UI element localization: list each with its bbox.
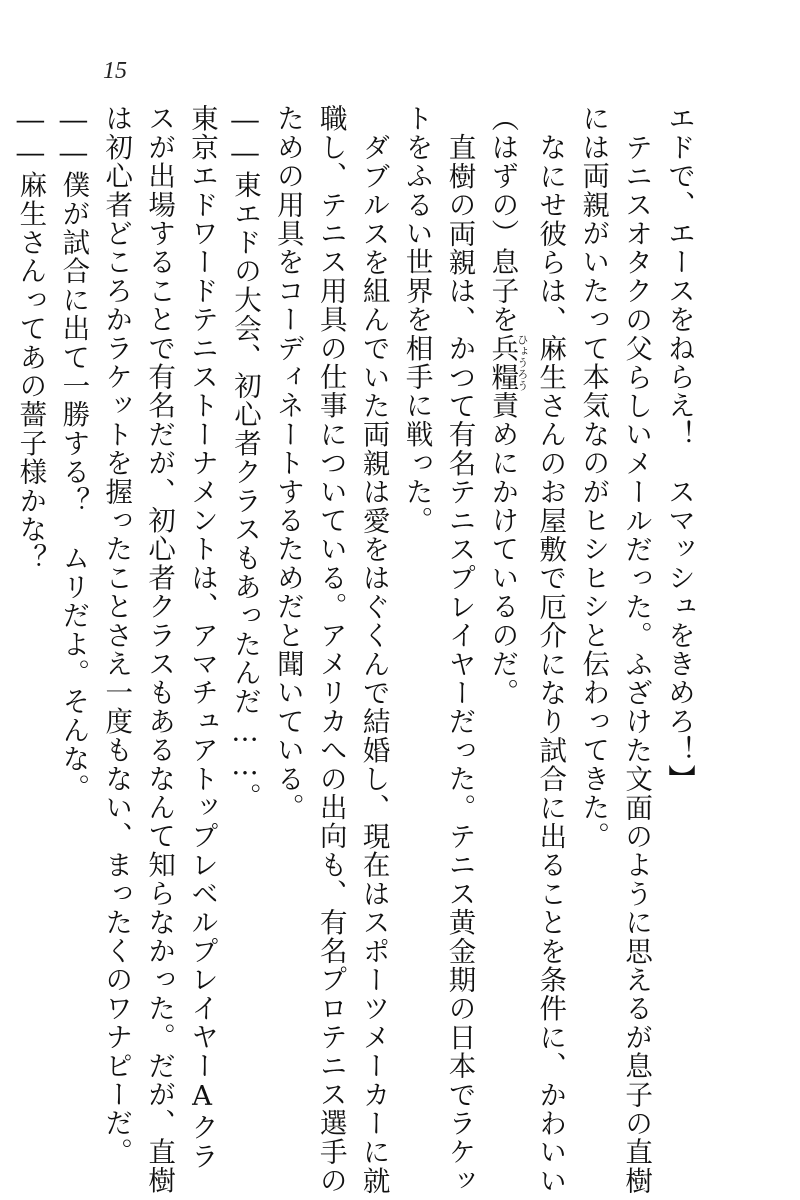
text-line-6: 直樹の両親は、かつて有名テニスプレイヤーだった。テニス黄金期の日本でラケッ xyxy=(443,132,476,1195)
text-line-16: ――麻生さんってあの薔子様かな？ xyxy=(14,104,47,573)
text-line-4: なにせ彼らは、麻生さんのお屋敷で厄介になり試合に出ることを条件に、かわいい xyxy=(534,132,567,1195)
text-line-5-head: （はずの）息子を xyxy=(486,104,519,334)
page-number: 15 xyxy=(103,58,127,84)
ruby-hyourou xyxy=(486,333,529,392)
text-line-5-tail: 責めにかけているのだ。 xyxy=(486,391,519,707)
text-line-12: 東京エドワードテニストーナメントは、アマチュアトップレベルプレイヤーAクラ xyxy=(186,104,219,1171)
text-line-13: スが出場することで有名だが、初心者クラスもあるなんて知らなかった。だが、直樹 xyxy=(143,104,176,1195)
text-line-14: は初心者どころかラケットを握ったことさえ一度もない、まったくのワナピーだ。 xyxy=(100,104,133,1166)
text-line-3: には両親がいたって本気なのがヒシヒシと伝わってきた。 xyxy=(577,104,610,851)
ruby-base: 兵糧 xyxy=(486,333,519,392)
text-line-8: ダブルスを組んでいた両親は愛をはぐくんで結婚し、現在はスポーツメーカーに就 xyxy=(357,132,390,1195)
ruby-reading: ひょうろう xyxy=(515,333,529,392)
text-line-11: ――東エドの大会、初心者クラスもあったんだ……。 xyxy=(228,104,261,811)
text-line-2: テニスオタクの父らしいメールだった。ふざけた文面のように思えるが息子の直樹 xyxy=(620,132,653,1195)
novel-text-body xyxy=(14,104,700,1195)
text-line-1: エドで、エースをねらえ！ スマッシュをきめろ！】 xyxy=(663,104,695,793)
text-line-9: 職し、テニス用具の仕事についている。アメリカへの出向も、有名プロテニス選手の xyxy=(314,104,347,1195)
text-line-10: ための用具をコーディネートするためだと聞いている。 xyxy=(271,104,304,822)
text-line-15: ――僕が試合に出て一勝する？ ムリだよ。そんな。 xyxy=(57,104,90,802)
text-line-7: トをふるい世界を相手に戦った。 xyxy=(400,104,433,535)
text-line-5 xyxy=(480,104,528,1124)
